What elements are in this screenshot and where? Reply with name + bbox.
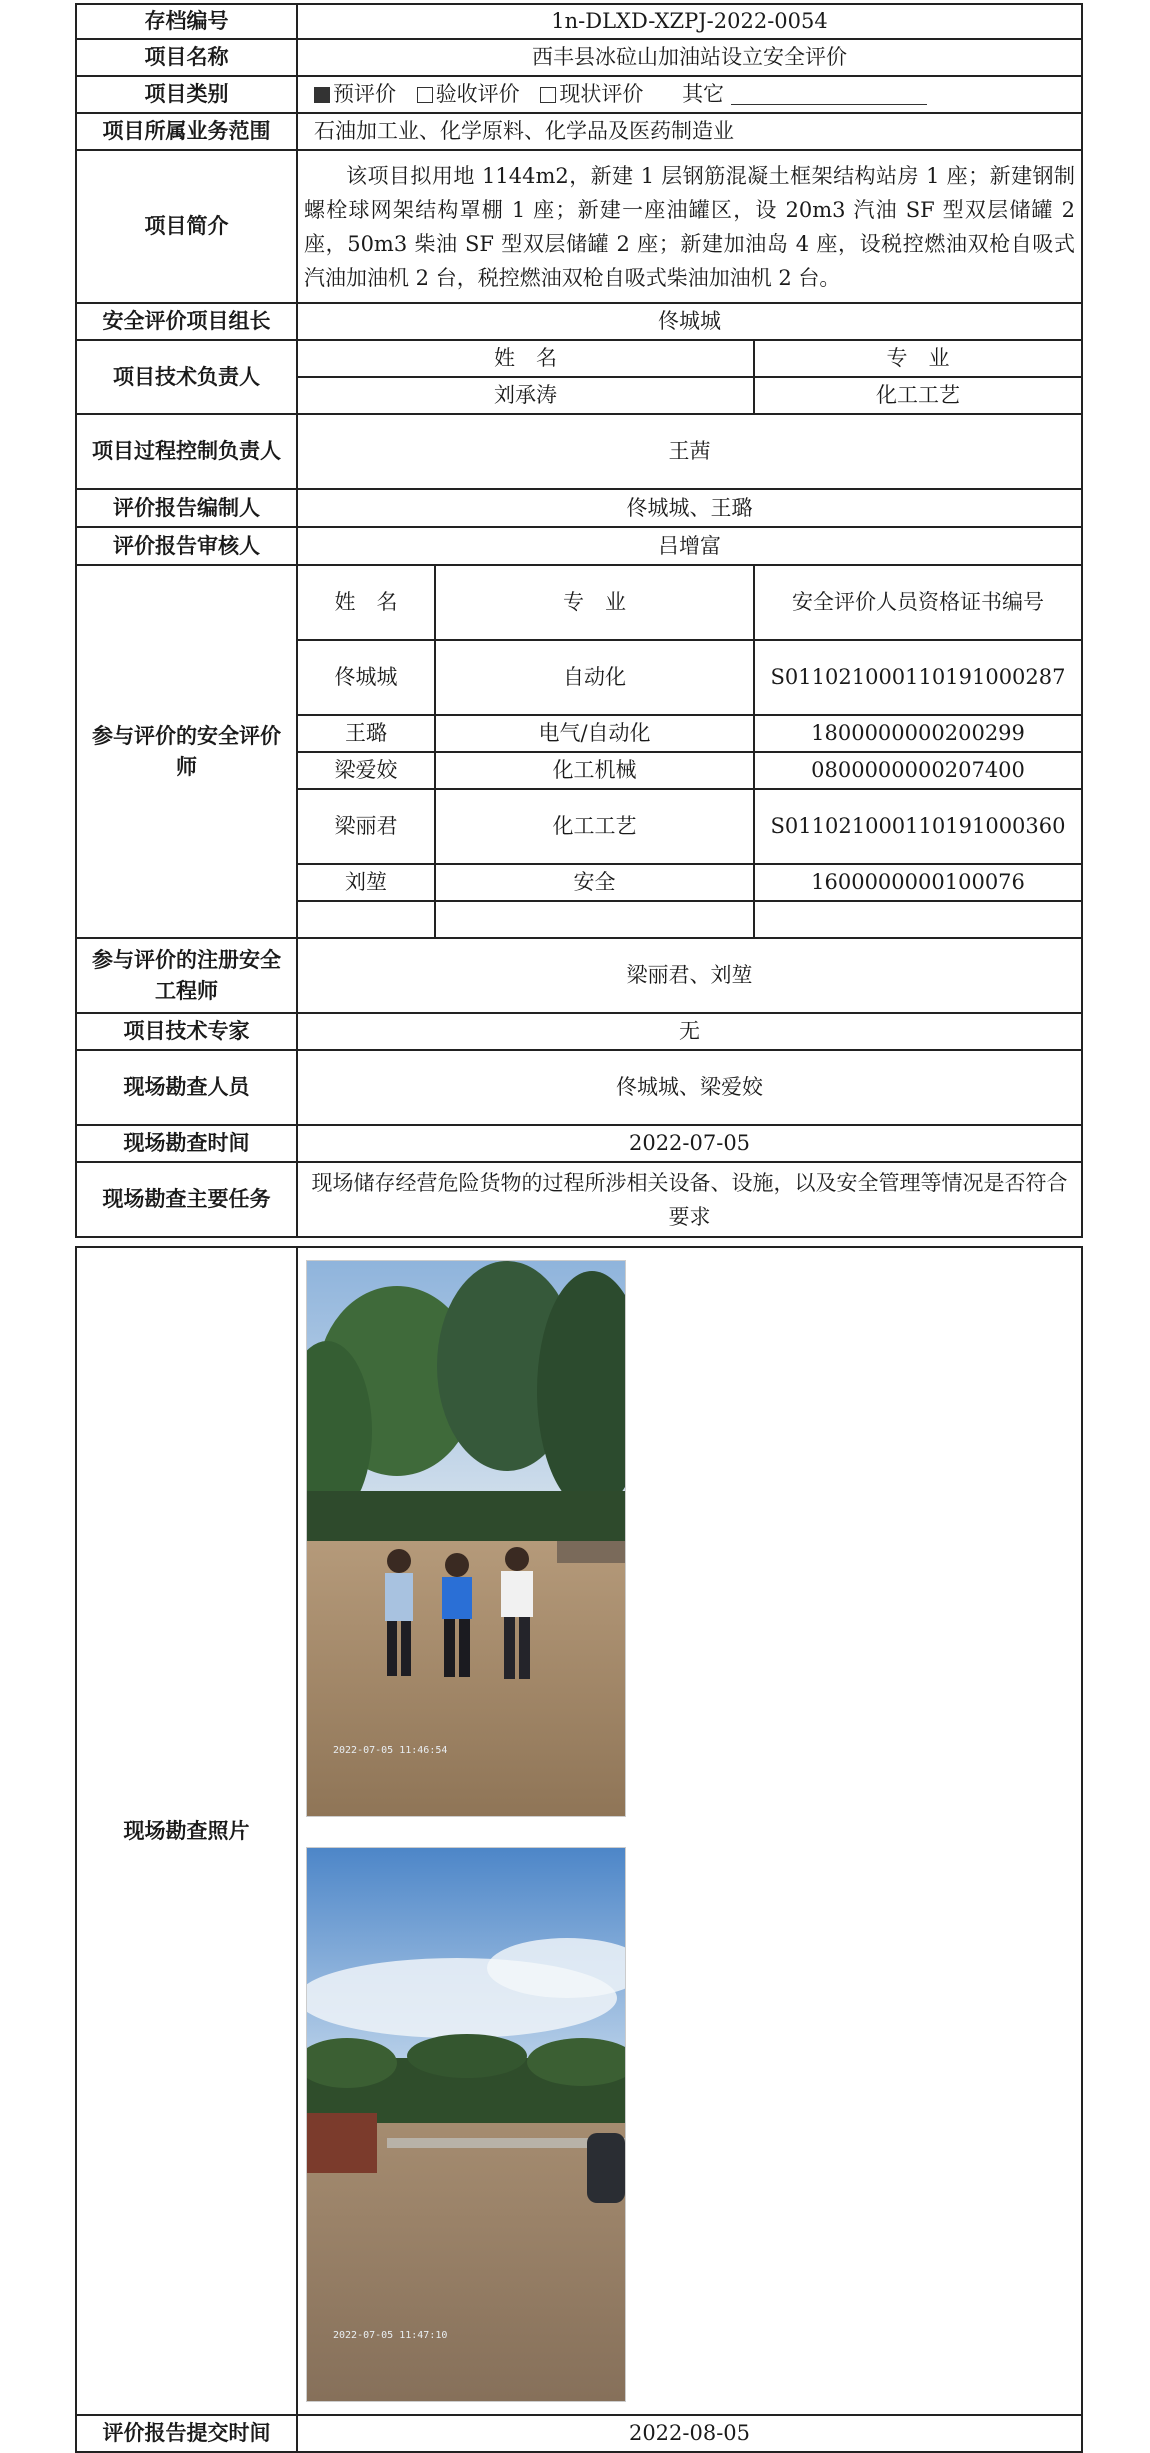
- evaluator-major: 化工机械: [435, 752, 754, 789]
- row-survey-photos: [76, 1247, 1082, 2415]
- row-evaluator-header: [76, 565, 1082, 640]
- archive-no-label: 存档编号: [76, 4, 297, 39]
- evaluator-name: 王璐: [297, 715, 435, 752]
- survey-staff-value: 佟城城、梁爱姣: [297, 1050, 1082, 1125]
- survey-photo-1: [306, 1260, 626, 1817]
- info-table: [75, 3, 1083, 1238]
- row-business-scope: [76, 113, 1082, 150]
- team-leader-value: 佟城城: [297, 303, 1082, 340]
- reg-engineers-value: 梁丽君、刘堃: [297, 938, 1082, 1013]
- tech-lead-label: 项目技术负责人: [76, 340, 297, 414]
- evaluator-major: 安全: [435, 864, 754, 901]
- option-acceptance-evaluation[interactable]: 验收评价: [417, 82, 520, 106]
- evaluator-name: 梁爱姣: [297, 752, 435, 789]
- row-archive-no: [76, 4, 1082, 39]
- row-project-name: [76, 39, 1082, 76]
- survey-date-value: 2022-07-05: [297, 1125, 1082, 1162]
- option-status-evaluation[interactable]: 现状评价: [540, 82, 643, 106]
- row-report-reviewer: [76, 527, 1082, 565]
- evaluator-cert: S011021000110191000360: [754, 789, 1082, 864]
- row-survey-staff: [76, 1050, 1082, 1125]
- project-name-label: 项目名称: [76, 39, 297, 76]
- photo-table: [75, 1246, 1083, 2453]
- project-type-label: 项目类别: [76, 76, 297, 113]
- row-report-author: [76, 489, 1082, 527]
- evaluator-cert-header: 安全评价人员资格证书编号: [754, 565, 1082, 640]
- survey-photo-1-image: [307, 1261, 625, 1816]
- row-survey-task: [76, 1162, 1082, 1237]
- tech-expert-value: 无: [297, 1013, 1082, 1050]
- evaluator-major: 自动化: [435, 640, 754, 715]
- row-process-lead: [76, 414, 1082, 489]
- option-other-label: 其它: [682, 82, 725, 106]
- evaluator-major: 化工工艺: [435, 789, 754, 864]
- report-author-value: 佟城城、王璐: [297, 489, 1082, 527]
- evaluator-major: 电气/自动化: [435, 715, 754, 752]
- option-other-blank[interactable]: [731, 84, 927, 105]
- tech-lead-major: 化工工艺: [754, 377, 1082, 414]
- project-type-options: [297, 76, 1082, 113]
- submit-date-label: 评价报告提交时间: [76, 2415, 297, 2452]
- evaluator-major-header: 专 业: [435, 565, 754, 640]
- evaluator-major: [435, 901, 754, 938]
- business-scope-label: 项目所属业务范围: [76, 113, 297, 150]
- process-lead-label: 项目过程控制负责人: [76, 414, 297, 489]
- evaluator-cert: 1800000000200299: [754, 715, 1082, 752]
- tech-expert-label: 项目技术专家: [76, 1013, 297, 1050]
- checkbox-empty-icon[interactable]: [417, 87, 433, 103]
- row-summary: [76, 150, 1082, 303]
- photo-2-timestamp: 2022-07-05 11:47:10: [333, 2330, 448, 2341]
- report-reviewer-value: 吕增富: [297, 527, 1082, 565]
- checkbox-checked-icon[interactable]: [314, 87, 330, 103]
- evaluator-name: 刘堃: [297, 864, 435, 901]
- process-lead-value: 王茜: [297, 414, 1082, 489]
- survey-photo-2: [306, 1847, 626, 2402]
- row-team-leader: [76, 303, 1082, 340]
- tech-lead-major-header: 专 业: [754, 340, 1082, 377]
- summary-label: 项目简介: [76, 150, 297, 303]
- survey-photo-2-image: [307, 1848, 625, 2401]
- row-survey-date: [76, 1125, 1082, 1162]
- summary-value: 该项目拟用地 1144m2，新建 1 层钢筋混凝土框架结构站房 1 座；新建钢制螺栓球网架结构罩棚 1 座；新建一座油罐区，设 20m3 汽油 SF 型双层储罐 2 座，50m3 柴油 SF 型双层储罐 2 座；新建加油岛 4 座，设税控燃油双枪自吸式汽油加油机 2 台，税控燃油双枪自吸式柴油加油机 2 台。: [297, 150, 1082, 303]
- photo-1-timestamp: 2022-07-05 11:46:54: [333, 1745, 448, 1756]
- row-project-type: [76, 76, 1082, 113]
- tech-lead-name: 刘承涛: [297, 377, 754, 414]
- tech-lead-name-header: 姓 名: [297, 340, 754, 377]
- submit-date-value: 2022-08-05: [297, 2415, 1082, 2452]
- option-pre-evaluation[interactable]: 预评价: [314, 82, 396, 106]
- survey-photos-label: 现场勘查照片: [76, 1247, 297, 2415]
- row-tech-expert: [76, 1013, 1082, 1050]
- survey-staff-label: 现场勘查人员: [76, 1050, 297, 1125]
- evaluator-cert: S011021000110191000287: [754, 640, 1082, 715]
- evaluator-name-header: 姓 名: [297, 565, 435, 640]
- survey-task-value: 现场储存经营危险货物的过程所涉相关设备、设施，以及安全管理等情况是否符合要求: [297, 1162, 1082, 1237]
- report-reviewer-label: 评价报告审核人: [76, 527, 297, 565]
- evaluator-cert: [754, 901, 1082, 938]
- business-scope-value: 石油加工业、化学原料、化学品及医药制造业: [297, 113, 1082, 150]
- row-reg-engineers: [76, 938, 1082, 1013]
- survey-task-label: 现场勘查主要任务: [76, 1162, 297, 1237]
- evaluator-name: 梁丽君: [297, 789, 435, 864]
- row-submit-date: [76, 2415, 1082, 2452]
- checkbox-empty-icon[interactable]: [540, 87, 556, 103]
- evaluator-cert: 1600000000100076: [754, 864, 1082, 901]
- evaluator-name: [297, 901, 435, 938]
- report-author-label: 评价报告编制人: [76, 489, 297, 527]
- team-leader-label: 安全评价项目组长: [76, 303, 297, 340]
- archive-no-value: 1n-DLXD-XZPJ-2022-0054: [297, 4, 1082, 39]
- evaluators-label: 参与评价的安全评价师: [76, 565, 297, 938]
- evaluator-name: 佟城城: [297, 640, 435, 715]
- project-name-value: 西丰县冰砬山加油站设立安全评价: [297, 39, 1082, 76]
- evaluator-cert: 0800000000207400: [754, 752, 1082, 789]
- reg-engineers-label: 参与评价的注册安全工程师: [76, 938, 297, 1013]
- survey-date-label: 现场勘查时间: [76, 1125, 297, 1162]
- survey-photos-cell: [297, 1247, 1082, 2415]
- row-tech-lead-header: [76, 340, 1082, 377]
